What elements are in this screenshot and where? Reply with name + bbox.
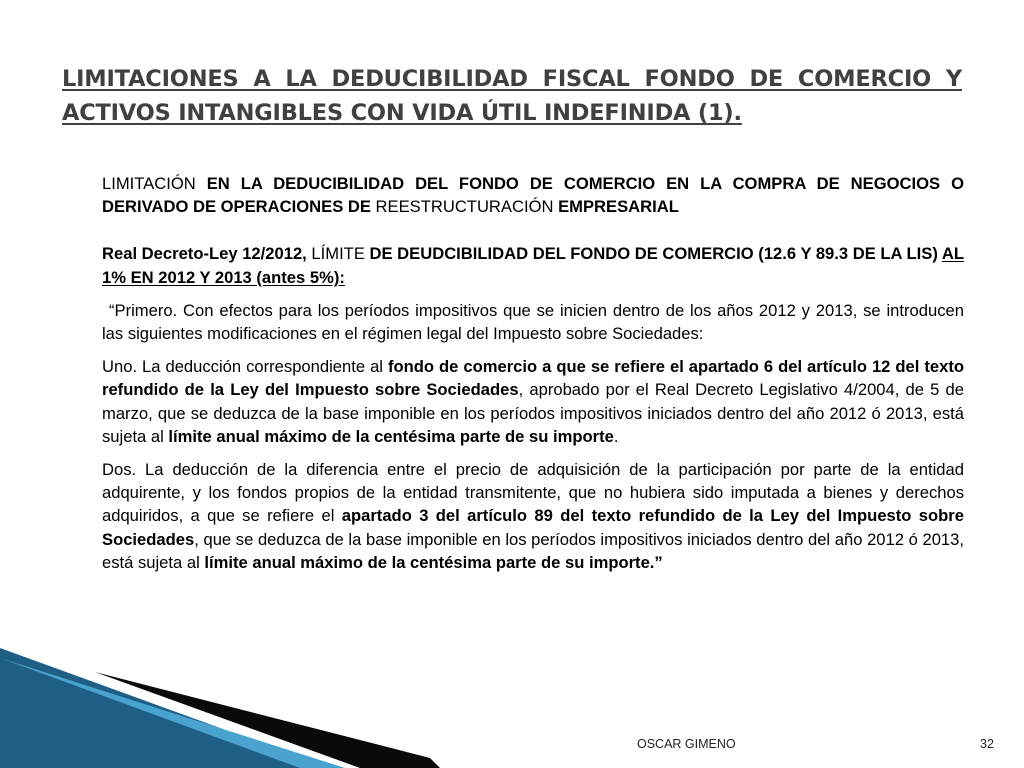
paragraph-dos: [102, 458, 964, 574]
p2-text-c: DE DEUDCIBILIDAD DEL FONDO DE COMERCIO (12.6 Y 89.3 DE LA LIS): [369, 244, 942, 264]
p1-text-b: EN LA DEDUCIBILIDAD DEL FONDO DE COMERCIO EN LA COMPRA DE NEGOCIOS O DERIVADO DE OPERACIONES DE: [102, 174, 964, 217]
paragraph-limitacion: [102, 172, 964, 218]
footer-author: OSCAR GIMENO: [637, 737, 736, 751]
p5-text-a: Dos. La deducción de la diferencia entre el precio de adquisición de la participación por parte de la entidad adquirente, y los fondos propios de la entidad transmitente, que no hubiera sido imputada a bienes y derechos adquiridos, a que se refiere el: [102, 460, 964, 526]
p1-text-a: LIMITACIÓN: [102, 174, 207, 193]
p2-text-b: LÍMITE: [311, 244, 370, 264]
decorative-band: [0, 600, 460, 768]
p2-text-a: Real Decreto-Ley 12/2012,: [102, 244, 312, 264]
p1-text-c: REESTRUCTURACIÓN: [375, 197, 559, 217]
p5-text-c: , que se deduzca de la base imponible en los períodos impositivos iniciados dentro del año 2012 ó 2013, está sujeta al: [102, 529, 964, 572]
p5-text-d: límite anual máximo de la centésima parte de su importe.”: [204, 552, 663, 572]
p4-text-d: límite anual máximo de la centésima parte de su importe: [168, 426, 614, 446]
p4-text-e: .: [613, 426, 619, 446]
page-number: 32: [980, 737, 994, 751]
paragraph-real-decreto: [102, 242, 964, 288]
paragraph-uno: [102, 355, 964, 448]
p1-text-d: EMPRESARIAL: [558, 197, 679, 217]
p2-text-d: AL 1% EN 2012 Y 2013 (antes 5%):: [102, 244, 964, 287]
paragraph-primero: “Primero. Con efectos para los períodos impositivos que se inicien dentro de los años 2012 y 2013, se introducen las siguientes modificaciones en el régimen legal del Impuesto sobre Sociedades:: [102, 300, 964, 344]
slide-title: LIMITACIONES A LA DEDUCIBILIDAD FISCAL FONDO DE COMERCIO Y ACTIVOS INTANGIBLES CON VIDA ÚTIL INDEFINIDA (1).: [62, 66, 962, 126]
p4-text-c: , aprobado por el Real Decreto Legislativo 4/2004, de 5 de marzo, que se deduzca de la base imponible en los períodos impositivos iniciados dentro del año 2012 ó 2013, está sujeta al: [102, 380, 964, 446]
p4-text-b: fondo de comercio a que se refiere el apartado 6 del artículo 12 del texto refundido de la Ley del Impuesto sobre Sociedades: [102, 357, 964, 400]
p5-text-b: apartado 3 del artículo 89 del texto refundido de la Ley del Impuesto sobre Sociedades: [102, 506, 964, 549]
slide-body: [102, 172, 964, 574]
p4-text-a: Uno. La deducción correspondiente al: [102, 357, 388, 377]
